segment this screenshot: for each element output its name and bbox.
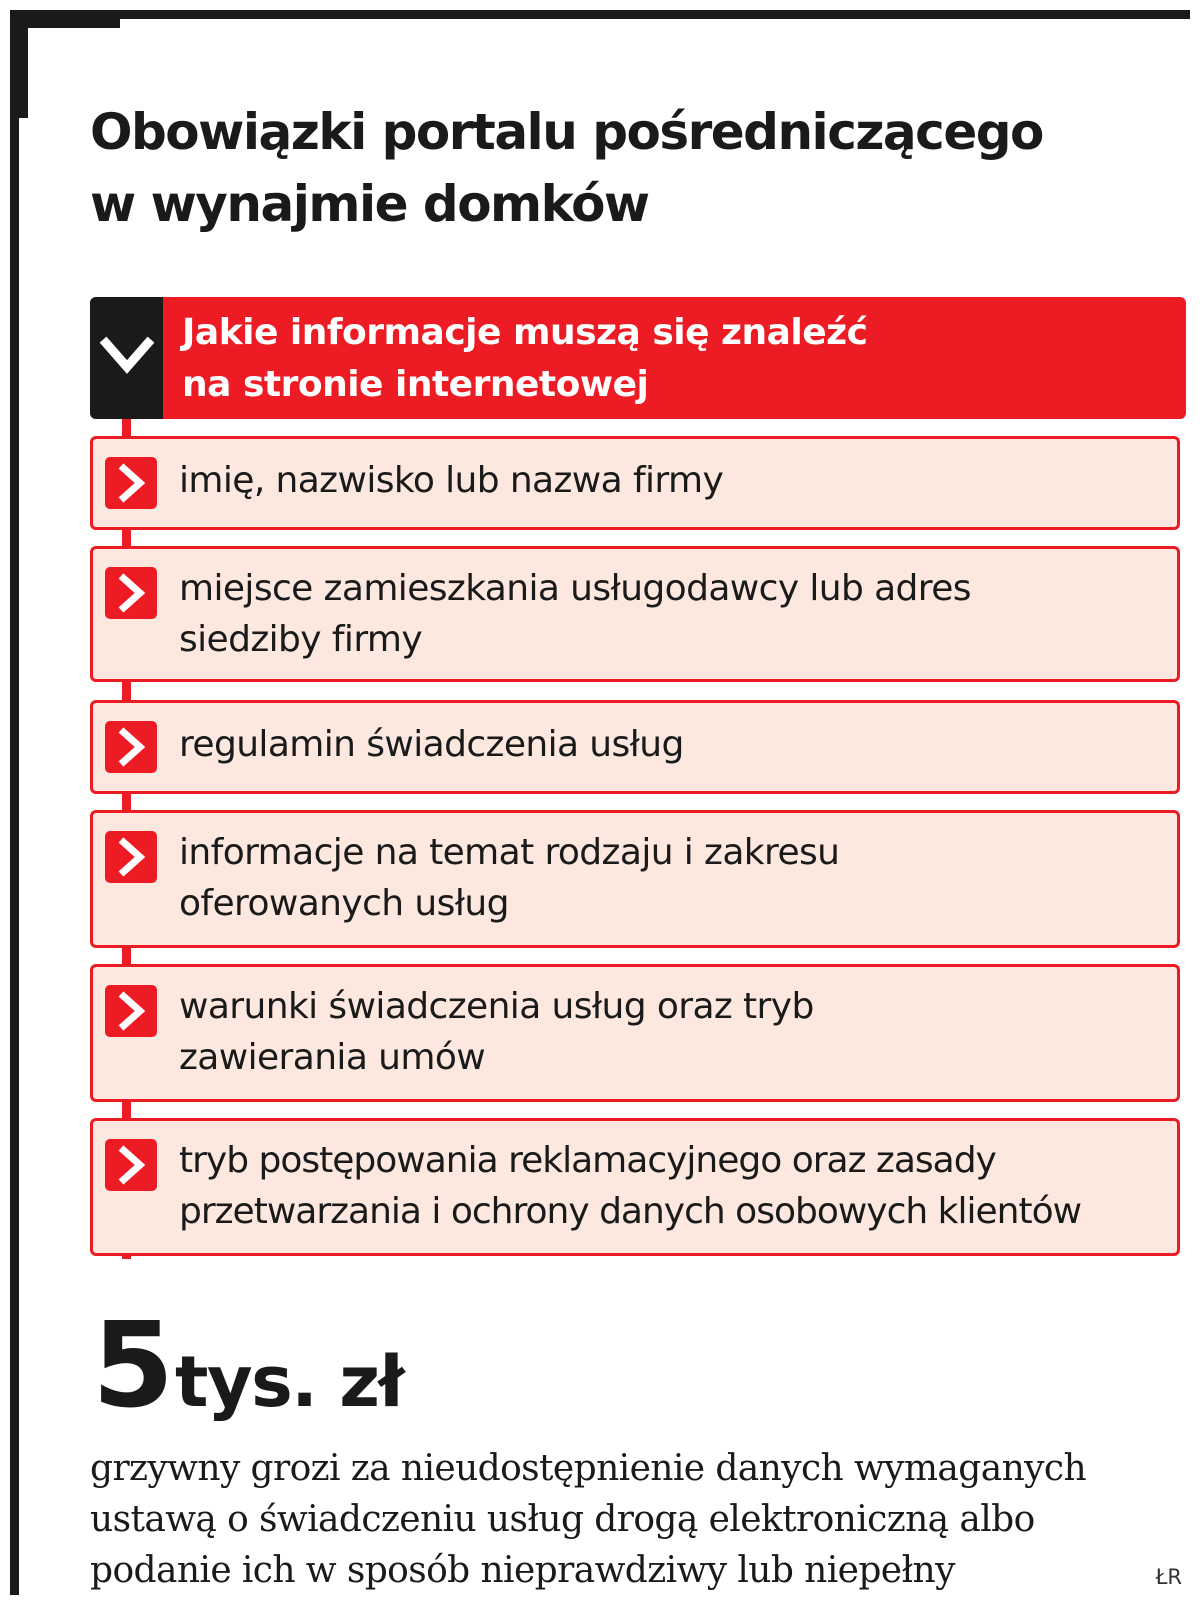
list-item-text [179, 455, 1179, 506]
section-header-text [182, 307, 1162, 411]
list-item [90, 964, 1180, 1102]
fine-description [90, 1443, 1180, 1596]
list-item-line-2: przetwarzania i ochrony danych osobowych klientów [179, 1191, 1082, 1232]
fine-unit: tys. zł [175, 1341, 403, 1423]
list-item-line-1: tryb postępowania reklamacyjnego oraz zasady [179, 1140, 996, 1181]
chevron-right-icon [105, 985, 157, 1037]
list-item-text [179, 827, 1179, 929]
page-title-line-1: Obowiązki portalu pośredniczącego [90, 103, 1043, 161]
chevron-right-icon [105, 721, 157, 773]
list-item-text [179, 719, 1179, 770]
list-item [90, 810, 1180, 948]
fine-amount: 5 [92, 1296, 172, 1434]
frame-left-line [10, 10, 19, 1595]
frame-corner-left [10, 10, 28, 118]
page-title-line-2: w wynajmie domków [90, 175, 649, 233]
list-item-line-1: miejsce zamieszkania usługodawcy lub adres [179, 568, 971, 609]
list-item-line-1: informacje na temat rodzaju i zakresu [179, 832, 840, 873]
chevron-right-icon [105, 1139, 157, 1191]
list-item [90, 1118, 1180, 1256]
list-item [90, 700, 1180, 794]
fine-description-line-1: grzywny grozi za nieudostępnienie danych wymaganych [90, 1448, 1087, 1489]
fine-description-line-3: podanie ich w sposób nieprawdziwy lub niepełny [90, 1550, 955, 1591]
list-item-text [179, 981, 1179, 1083]
list-item-line-1: imię, nazwisko lub nazwa firmy [179, 460, 724, 501]
chevron-right-icon [105, 567, 157, 619]
page-title [90, 96, 1140, 240]
section-header-line-2: na stronie internetowej [182, 364, 649, 405]
chevron-right-icon [105, 831, 157, 883]
list-item-line-1: regulamin świadczenia usług [179, 724, 684, 765]
author-credit: ŁR [1155, 1565, 1182, 1589]
list-item [90, 546, 1180, 682]
fine-description-line-2: ustawą o świadczeniu usług drogą elektroniczną albo [90, 1499, 1035, 1540]
list-item-text [179, 1135, 1179, 1237]
list-item-line-1: warunki świadczenia usług oraz tryb [179, 986, 814, 1027]
list-item [90, 436, 1180, 530]
list-item-text [179, 563, 1179, 665]
chevron-right-icon [105, 457, 157, 509]
list-item-line-2: zawierania umów [179, 1037, 486, 1078]
header-badge [90, 297, 163, 419]
section-header [90, 297, 1186, 419]
list-item-line-2: oferowanych usług [179, 883, 509, 924]
section-header-line-1: Jakie informacje muszą się znaleźć [182, 312, 868, 353]
frame-top-line [10, 10, 1190, 19]
list-item-line-2: siedziby firmy [179, 619, 423, 660]
